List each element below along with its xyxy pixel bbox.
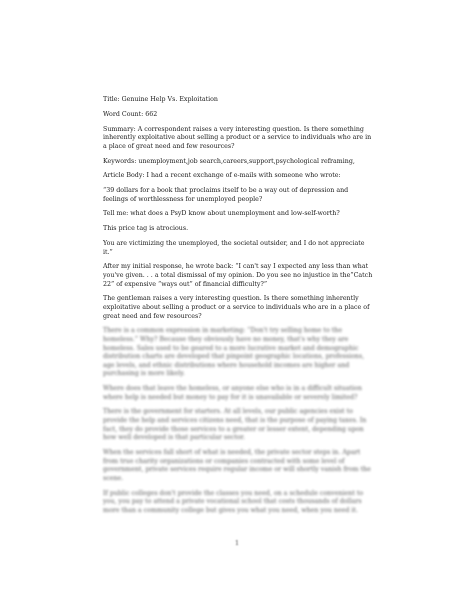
quote-paragraph-3: This price tag is atrocious. [103, 225, 189, 233]
blurred-paragraph-2: Where does that leave the homeless, or anyone else who is in a difficult situation where help is needed but money to pay for it is unavailable or severely limited? [103, 385, 362, 401]
keywords-line: Keywords: unemployment,job search,careers,support,psychological reframing, [103, 157, 355, 165]
gentleman-paragraph: The gentleman raises a very interesting question. Is there something inherently exploitative about selling a product or a service to individuals who are in a place of great need and few resources? [103, 295, 370, 320]
document-page [103, 96, 373, 522]
blurred-paragraph-5: If public colleges don't provide the classes you need, on a schedule convenient to you, you pay to attend a private vocational school that costs thousands of dollars more than a community college but gives you what you need, when you need it. [103, 489, 364, 514]
article-intro: Article Body: I had a recent exchange of e-mails with someone who wrote: [103, 172, 341, 180]
blurred-paragraph-3: There is the government for starters. At all levels, our public agencies exist to provide the help and services citizens need, that is the purpose of paying taxes. In fact, they do provide those services to a greater or lesser extent, depending upon how well developed is that particular sector. [103, 408, 367, 442]
summary-line: Summary: A correspondent raises a very interesting question. Is there something inherently exploitative about selling a product or a service to individuals who are in a place of great need and few resources? [103, 125, 372, 150]
page-number: 1 [234, 540, 239, 547]
quote-paragraph-2: Tell me: what does a PsyD know about unemployment and low-self-worth? [103, 210, 340, 218]
blurred-paragraph-1: There is a common expression in marketing: “Don't try selling home to the homeless.” Why? Because they obviously have no money, that's why they are homeless. Sales used to be geared to a more lucrative market and demographic distribution charts are developed that pinpoint geographic locations, professions, age levels, and ethnic distributions where household incomes are higher and purchasing is more likely. [103, 327, 365, 378]
quote-paragraph-1: “39 dollars for a book that proclaims itself to be a way out of depression and feelings of worthlessness for unemployed people? [103, 187, 349, 203]
reply-paragraph: After my initial response, he wrote back: “I can't say I expected any less than what you've given. . . a total dismissal of my opinion. Do you see no injustice in the”Catch 22” of expensive “ways out” of financial difficulty?” [103, 263, 373, 288]
quote-paragraph-4: You are victimizing the unemployed, the societal outsider, and I do not appreciate it.” [103, 240, 365, 256]
word-count-line: Word Count: 662 [103, 110, 158, 118]
blurred-section [103, 327, 373, 515]
title-line: Title: Genuine Help Vs. Exploitation [103, 96, 218, 103]
blurred-paragraph-4: When the services fall short of what is needed, the private sector steps in. Apart from true charity organizations or companies contracted with some level of government, private services require regular income or will shortly vanish from the scene. [103, 449, 371, 482]
